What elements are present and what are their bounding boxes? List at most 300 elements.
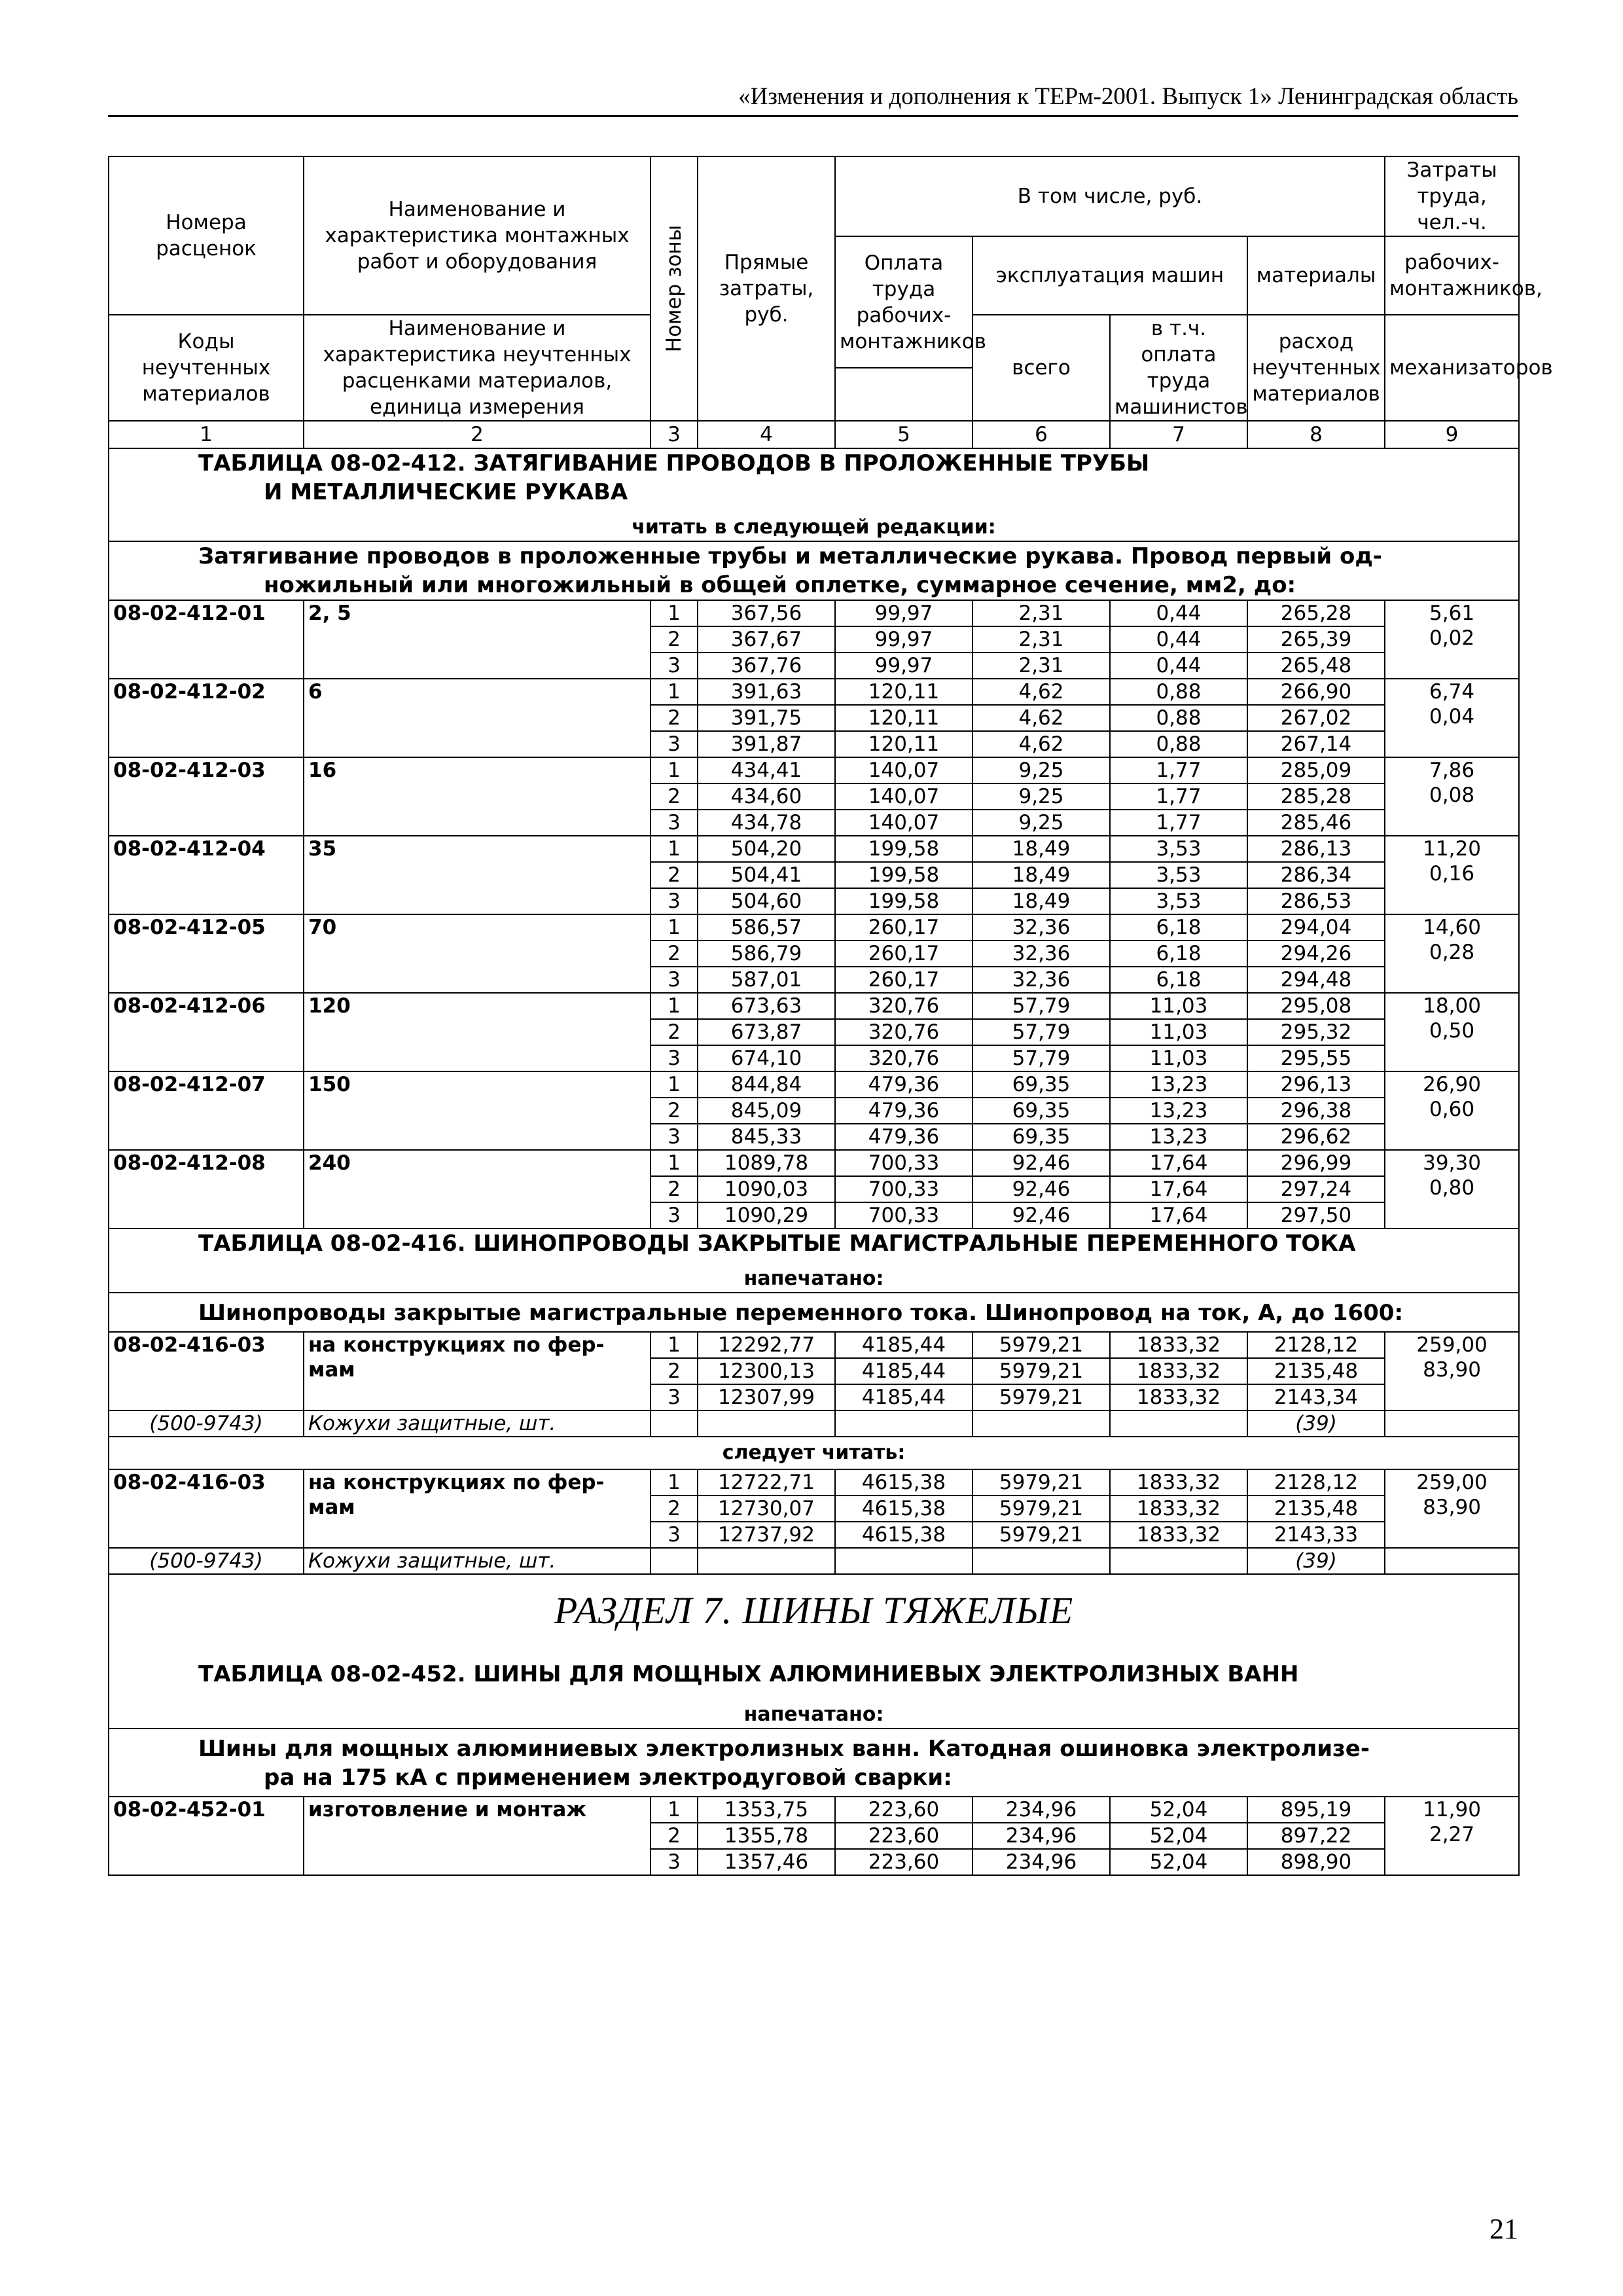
- labor-mechanics-value: 83,90: [1423, 1358, 1481, 1382]
- zone-cell: 3: [651, 888, 698, 914]
- machinist-pay-cell: 6,18: [1110, 967, 1247, 993]
- direct-cost-cell: 1090,29: [698, 1202, 835, 1229]
- table-row: [109, 1150, 1519, 1176]
- rate-name-cell: 70: [304, 914, 651, 993]
- header-worker-pay: Оплата труда рабочих-монтажников: [835, 236, 972, 368]
- direct-cost-cell: 391,63: [698, 679, 835, 705]
- machinist-pay-cell: 0,44: [1110, 600, 1247, 626]
- direct-cost-cell: 1089,78: [698, 1150, 835, 1176]
- machinist-pay-cell: 0,44: [1110, 653, 1247, 679]
- rate-name-cell: 120: [304, 993, 651, 1071]
- machinist-pay-cell: 17,64: [1110, 1176, 1247, 1202]
- rate-name-cell: 6: [304, 679, 651, 757]
- labor-cost-cell: [1385, 1469, 1519, 1548]
- column-number: 6: [972, 421, 1110, 448]
- zone-cell: 2: [651, 705, 698, 731]
- empty-cell: [651, 1548, 698, 1574]
- empty-cell: [698, 1410, 835, 1437]
- zone-cell: 2: [651, 1098, 698, 1124]
- column-number: 2: [304, 421, 651, 448]
- machinist-pay-cell: 1,77: [1110, 783, 1247, 810]
- table-416-printed-rows: [109, 1332, 1519, 1437]
- worker-pay-cell: 479,36: [835, 1098, 972, 1124]
- machinist-pay-cell: 3,53: [1110, 862, 1247, 888]
- labor-cost-cell: [1385, 1797, 1519, 1875]
- column-number: 7: [1110, 421, 1247, 448]
- worker-pay-cell: 99,97: [835, 600, 972, 626]
- machinist-pay-cell: 1,77: [1110, 757, 1247, 783]
- worker-pay-cell: 140,07: [835, 783, 972, 810]
- rate-code-cell: 08-02-412-08: [109, 1150, 304, 1229]
- header-labor-costs: Затраты труда, чел.-ч.: [1385, 156, 1519, 236]
- header-labor-mechanics: механизаторов: [1385, 315, 1519, 421]
- table-row: [109, 914, 1519, 941]
- direct-cost-cell: 367,56: [698, 600, 835, 626]
- machinist-pay-cell: 52,04: [1110, 1823, 1247, 1849]
- materials-cell: 267,02: [1247, 705, 1385, 731]
- worker-pay-cell: 223,60: [835, 1797, 972, 1823]
- materials-cell: 285,09: [1247, 757, 1385, 783]
- zone-cell: 3: [651, 810, 698, 836]
- direct-cost-cell: 587,01: [698, 967, 835, 993]
- materials-cell: 2135,48: [1247, 1496, 1385, 1522]
- materials-cell: 296,38: [1247, 1098, 1385, 1124]
- labor-installers-value: 7,86: [1429, 759, 1475, 782]
- table-header: [109, 156, 1553, 448]
- labor-cost-cell: [1385, 600, 1519, 679]
- zone-cell: 3: [651, 1124, 698, 1150]
- machinist-pay-cell: 1833,32: [1110, 1496, 1247, 1522]
- machine-total-cell: 92,46: [972, 1150, 1110, 1176]
- zone-cell: 3: [651, 1045, 698, 1071]
- machine-total-cell: 18,49: [972, 836, 1110, 862]
- table-row: [109, 600, 1519, 626]
- rate-name-cell: 240: [304, 1150, 651, 1229]
- header-zone-number-text: Номер зоны: [662, 224, 686, 353]
- table-412-title-line1: ТАБЛИЦА 08-02-412. ЗАТЯГИВАНИЕ ПРОВОДОВ В ПРОЛОЖЕННЫЕ ТРУБЫ: [198, 450, 1150, 476]
- table-row: [109, 1332, 1519, 1358]
- worker-pay-cell: 260,17: [835, 941, 972, 967]
- materials-cell: 266,90: [1247, 679, 1385, 705]
- worker-pay-cell: 223,60: [835, 1849, 972, 1875]
- table-412-note: читать в следующей редакции:: [632, 516, 996, 539]
- materials-cell: 295,08: [1247, 993, 1385, 1019]
- rate-code-cell: 08-02-412-01: [109, 600, 304, 679]
- worker-pay-cell: 700,33: [835, 1202, 972, 1229]
- machinist-pay-cell: 1833,32: [1110, 1358, 1247, 1384]
- section-7: [109, 1574, 1519, 1797]
- table-row: [109, 1071, 1519, 1098]
- labor-mechanics-value: 0,08: [1429, 783, 1475, 807]
- rate-name-cell: [304, 1469, 651, 1548]
- table-416-subtitle: Шинопроводы закрытые магистральные переменного тока. Шинопровод на ток, А, до 1600:: [198, 1300, 1404, 1326]
- worker-pay-cell: 99,97: [835, 626, 972, 653]
- materials-cell: 2143,34: [1247, 1384, 1385, 1410]
- unaccounted-material-row: [109, 1548, 1519, 1574]
- direct-cost-cell: 673,63: [698, 993, 835, 1019]
- empty-cell: [651, 1410, 698, 1437]
- direct-cost-cell: 674,10: [698, 1045, 835, 1071]
- table-row: [109, 679, 1519, 705]
- empty-cell: [835, 1548, 972, 1574]
- empty-cell: [1110, 1410, 1247, 1437]
- direct-cost-cell: 12722,71: [698, 1469, 835, 1496]
- empty-cell: [1110, 1548, 1247, 1574]
- unaccounted-name-cell: Кожухи защитные, шт.: [304, 1410, 651, 1437]
- zone-cell: 1: [651, 757, 698, 783]
- machinist-pay-cell: 52,04: [1110, 1849, 1247, 1875]
- unaccounted-name-cell: Кожухи защитные, шт.: [304, 1548, 651, 1574]
- direct-cost-cell: 504,41: [698, 862, 835, 888]
- header-unaccounted-name: Наименование и характеристика неучтенных расценками материалов, единица измерения: [304, 315, 651, 421]
- empty-cell: [1385, 1410, 1519, 1437]
- materials-cell: 2143,33: [1247, 1522, 1385, 1548]
- empty-cell: [972, 1548, 1110, 1574]
- materials-cell: 895,19: [1247, 1797, 1385, 1823]
- labor-cost-cell: [1385, 757, 1519, 836]
- machine-total-cell: 4,62: [972, 731, 1110, 757]
- table-412-rows: [109, 600, 1519, 1229]
- machine-total-cell: 9,25: [972, 757, 1110, 783]
- machinist-pay-cell: 6,18: [1110, 914, 1247, 941]
- labor-installers-value: 259,00: [1416, 1333, 1488, 1357]
- machine-total-cell: 4,62: [972, 705, 1110, 731]
- table-452-subtitle-line1: Шины для мощных алюминиевых электролизных ванн. Катодная ошиновка электролизе-: [198, 1736, 1370, 1762]
- labor-mechanics-value: 0,02: [1429, 626, 1475, 650]
- machinist-pay-cell: 17,64: [1110, 1150, 1247, 1176]
- machinist-pay-cell: 11,03: [1110, 1045, 1247, 1071]
- zone-cell: 2: [651, 862, 698, 888]
- machine-total-cell: 4,62: [972, 679, 1110, 705]
- machine-total-cell: 18,49: [972, 888, 1110, 914]
- worker-pay-cell: 199,58: [835, 862, 972, 888]
- labor-installers-value: 11,20: [1423, 837, 1481, 861]
- table-row: [109, 1469, 1519, 1496]
- machinist-pay-cell: 3,53: [1110, 888, 1247, 914]
- materials-cell: 285,28: [1247, 783, 1385, 810]
- table-412-subtitle: [113, 542, 1514, 600]
- empty-cell: [835, 1410, 972, 1437]
- table-412-title-cell: [109, 448, 1519, 541]
- labor-mechanics-value: 0,28: [1429, 941, 1475, 964]
- machinist-pay-cell: 1833,32: [1110, 1522, 1247, 1548]
- materials-cell: 285,46: [1247, 810, 1385, 836]
- table-452-subtitle: [113, 1734, 1514, 1792]
- rate-code-cell: 08-02-412-07: [109, 1071, 304, 1150]
- direct-cost-cell: 504,20: [698, 836, 835, 862]
- table-412: [109, 448, 1519, 600]
- unaccounted-qty-cell: (39): [1247, 1548, 1385, 1574]
- labor-mechanics-value: 0,16: [1429, 862, 1475, 886]
- zone-cell: 2: [651, 1019, 698, 1045]
- labor-installers-value: 39,30: [1423, 1151, 1481, 1175]
- materials-cell: 286,34: [1247, 862, 1385, 888]
- materials-cell: 267,14: [1247, 731, 1385, 757]
- labor-cost-cell: [1385, 679, 1519, 757]
- machinist-pay-cell: 6,18: [1110, 941, 1247, 967]
- zone-cell: 1: [651, 1150, 698, 1176]
- materials-cell: 2128,12: [1247, 1469, 1385, 1496]
- worker-pay-cell: 120,11: [835, 679, 972, 705]
- materials-cell: 265,28: [1247, 600, 1385, 626]
- machine-total-cell: 57,79: [972, 993, 1110, 1019]
- table-412-title-line2: И МЕТАЛЛИЧЕСКИЕ РУКАВА: [264, 479, 628, 505]
- materials-cell: 294,26: [1247, 941, 1385, 967]
- zone-cell: 2: [651, 626, 698, 653]
- machinist-pay-cell: 1833,32: [1110, 1384, 1247, 1410]
- machine-total-cell: 57,79: [972, 1045, 1110, 1071]
- rate-name-line2: мам: [308, 1358, 355, 1382]
- running-header: «Изменения и дополнения к ТЕРм-2001. Выпуск 1» Ленинградская область: [738, 83, 1518, 110]
- worker-pay-cell: 320,76: [835, 1019, 972, 1045]
- machinist-pay-cell: 1833,32: [1110, 1469, 1247, 1496]
- table-row: [109, 1797, 1519, 1823]
- machine-total-cell: 69,35: [972, 1098, 1110, 1124]
- unaccounted-code-cell: (500-9743): [109, 1548, 304, 1574]
- header-machine-total: всего: [972, 315, 1110, 421]
- machine-total-cell: 92,46: [972, 1176, 1110, 1202]
- direct-cost-cell: 12737,92: [698, 1522, 835, 1548]
- machine-total-cell: 5979,21: [972, 1469, 1110, 1496]
- materials-cell: 265,48: [1247, 653, 1385, 679]
- materials-cell: 297,24: [1247, 1176, 1385, 1202]
- machinist-pay-cell: 17,64: [1110, 1202, 1247, 1229]
- worker-pay-cell: 199,58: [835, 836, 972, 862]
- worker-pay-cell: 4185,44: [835, 1332, 972, 1358]
- materials-cell: 265,39: [1247, 626, 1385, 653]
- worker-pay-cell: 479,36: [835, 1071, 972, 1098]
- table-452-rows: [109, 1797, 1519, 1875]
- machine-total-cell: 2,31: [972, 600, 1110, 626]
- worker-pay-cell: 320,76: [835, 993, 972, 1019]
- rate-name-line1: на конструкциях по фер-: [308, 1471, 605, 1494]
- rate-name-line1: на конструкциях по фер-: [308, 1333, 605, 1357]
- page-number: 21: [1489, 2213, 1518, 2245]
- rate-code-cell: 08-02-412-02: [109, 679, 304, 757]
- zone-cell: 2: [651, 1358, 698, 1384]
- worker-pay-cell: 4615,38: [835, 1522, 972, 1548]
- table-452-subtitle-line2: ра на 175 кА с применением электродуговой сварки:: [264, 1765, 952, 1791]
- table-416-note-should-read: следует читать:: [722, 1441, 906, 1464]
- header-labor-installers: рабочих-монтажников,: [1385, 236, 1519, 315]
- materials-cell: 297,50: [1247, 1202, 1385, 1229]
- rates-table: [108, 156, 1553, 1876]
- direct-cost-cell: 12307,99: [698, 1384, 835, 1410]
- labor-installers-value: 6,74: [1429, 680, 1475, 704]
- worker-pay-cell: 260,17: [835, 914, 972, 941]
- machine-total-cell: 234,96: [972, 1797, 1110, 1823]
- table-452-note: напечатано:: [743, 1703, 884, 1726]
- worker-pay-cell: 199,58: [835, 888, 972, 914]
- zone-cell: 1: [651, 1797, 698, 1823]
- rate-name-cell: 35: [304, 836, 651, 914]
- zone-cell: 3: [651, 653, 698, 679]
- machinist-pay-cell: 0,44: [1110, 626, 1247, 653]
- direct-cost-cell: 434,60: [698, 783, 835, 810]
- materials-cell: 296,62: [1247, 1124, 1385, 1150]
- table-452-subtitle-cell: [109, 1729, 1519, 1797]
- machine-total-cell: 9,25: [972, 783, 1110, 810]
- labor-installers-value: 259,00: [1416, 1471, 1488, 1494]
- machinist-pay-cell: 1833,32: [1110, 1332, 1247, 1358]
- table-412-title: [113, 449, 1514, 507]
- machine-total-cell: 5979,21: [972, 1384, 1110, 1410]
- worker-pay-cell: 223,60: [835, 1823, 972, 1849]
- rate-code-cell: 08-02-412-05: [109, 914, 304, 993]
- zone-cell: 2: [651, 941, 698, 967]
- direct-cost-cell: 845,09: [698, 1098, 835, 1124]
- column-number: 8: [1247, 421, 1385, 448]
- zone-cell: 1: [651, 993, 698, 1019]
- materials-cell: 294,04: [1247, 914, 1385, 941]
- labor-cost-cell: [1385, 1332, 1519, 1410]
- machine-total-cell: 9,25: [972, 810, 1110, 836]
- header-zone-number: [651, 156, 698, 421]
- zone-cell: 1: [651, 679, 698, 705]
- header-machinist-pay: в т.ч. оплата труда машинистов: [1110, 315, 1247, 421]
- direct-cost-cell: 367,76: [698, 653, 835, 679]
- materials-cell: 296,13: [1247, 1071, 1385, 1098]
- machine-total-cell: 5979,21: [972, 1496, 1110, 1522]
- direct-cost-cell: 504,60: [698, 888, 835, 914]
- direct-cost-cell: 391,87: [698, 731, 835, 757]
- direct-cost-cell: 1090,03: [698, 1176, 835, 1202]
- table-row: [109, 993, 1519, 1019]
- materials-cell: 2128,12: [1247, 1332, 1385, 1358]
- materials-cell: 286,53: [1247, 888, 1385, 914]
- direct-cost-cell: 367,67: [698, 626, 835, 653]
- rate-code-cell: 08-02-412-03: [109, 757, 304, 836]
- worker-pay-cell: 4185,44: [835, 1384, 972, 1410]
- materials-cell: 295,55: [1247, 1045, 1385, 1071]
- zone-cell: 1: [651, 600, 698, 626]
- machinist-pay-cell: 13,23: [1110, 1071, 1247, 1098]
- machine-total-cell: 2,31: [972, 626, 1110, 653]
- header-rule: [108, 115, 1518, 117]
- machine-total-cell: 32,36: [972, 914, 1110, 941]
- zone-cell: 1: [651, 1332, 698, 1358]
- labor-mechanics-value: 2,27: [1429, 1823, 1475, 1846]
- materials-cell: 2135,48: [1247, 1358, 1385, 1384]
- direct-cost-cell: 673,87: [698, 1019, 835, 1045]
- worker-pay-cell: 4615,38: [835, 1496, 972, 1522]
- empty-cell: [1385, 1548, 1519, 1574]
- header-direct-costs: Прямые затраты, руб.: [698, 156, 835, 421]
- zone-cell: 3: [651, 967, 698, 993]
- column-number: 5: [835, 421, 972, 448]
- direct-cost-cell: 12292,77: [698, 1332, 835, 1358]
- machine-total-cell: 32,36: [972, 941, 1110, 967]
- labor-installers-value: 5,61: [1429, 601, 1475, 625]
- worker-pay-cell: 4185,44: [835, 1358, 972, 1384]
- direct-cost-cell: 434,41: [698, 757, 835, 783]
- rate-code-cell: 08-02-412-04: [109, 836, 304, 914]
- machine-total-cell: 5979,21: [972, 1358, 1110, 1384]
- materials-cell: 296,99: [1247, 1150, 1385, 1176]
- zone-cell: 2: [651, 1496, 698, 1522]
- machinist-pay-cell: 3,53: [1110, 836, 1247, 862]
- machinist-pay-cell: 0,88: [1110, 679, 1247, 705]
- rate-name-cell: [304, 1332, 651, 1410]
- table-row: [109, 757, 1519, 783]
- direct-cost-cell: 844,84: [698, 1071, 835, 1098]
- machine-total-cell: 18,49: [972, 862, 1110, 888]
- machinist-pay-cell: 1,77: [1110, 810, 1247, 836]
- machinist-pay-cell: 11,03: [1110, 993, 1247, 1019]
- labor-mechanics-value: 0,50: [1429, 1019, 1475, 1043]
- worker-pay-cell: 700,33: [835, 1176, 972, 1202]
- zone-cell: 2: [651, 783, 698, 810]
- rate-name-cell: изготовление и монтаж: [304, 1797, 651, 1875]
- table-412-subtitle-line2: ножильный или многожильный в общей оплетке, суммарное сечение, мм2, до:: [264, 572, 1296, 598]
- worker-pay-cell: 140,07: [835, 810, 972, 836]
- direct-cost-cell: 391,75: [698, 705, 835, 731]
- rate-name-cell: 16: [304, 757, 651, 836]
- direct-cost-cell: 586,57: [698, 914, 835, 941]
- column-number: 9: [1385, 421, 1519, 448]
- labor-cost-cell: [1385, 836, 1519, 914]
- header-unaccounted-codes: Коды неучтенных материалов: [109, 315, 304, 421]
- table-416-title: ТАБЛИЦА 08-02-416. ШИНОПРОВОДЫ ЗАКРЫТЫЕ МАГИСТРАЛЬНЫЕ ПЕРЕМЕННОГО ТОКА: [198, 1230, 1356, 1257]
- direct-cost-cell: 845,33: [698, 1124, 835, 1150]
- header-rate-numbers: Номера расценок: [109, 156, 304, 315]
- materials-cell: 898,90: [1247, 1849, 1385, 1875]
- header-materials: материалы: [1247, 236, 1385, 315]
- zone-cell: 1: [651, 1469, 698, 1496]
- table-416-corrected-rows: [109, 1469, 1519, 1574]
- rate-code-cell: 08-02-416-03: [109, 1469, 304, 1548]
- unaccounted-material-row: [109, 1410, 1519, 1437]
- labor-installers-value: 14,60: [1423, 916, 1481, 939]
- zone-cell: 1: [651, 1071, 698, 1098]
- table-416-title-cell: [109, 1229, 1519, 1293]
- zone-cell: 3: [651, 1849, 698, 1875]
- zone-cell: 1: [651, 914, 698, 941]
- worker-pay-cell: 99,97: [835, 653, 972, 679]
- column-number: 4: [698, 421, 835, 448]
- machinist-pay-cell: 0,88: [1110, 731, 1247, 757]
- zone-cell: 3: [651, 1202, 698, 1229]
- machinist-pay-cell: 52,04: [1110, 1797, 1247, 1823]
- labor-cost-cell: [1385, 914, 1519, 993]
- table-412-subtitle-line1: Затягивание проводов в проложенные трубы и металлические рукава. Провод первый од-: [198, 543, 1382, 569]
- worker-pay-cell: 479,36: [835, 1124, 972, 1150]
- unaccounted-qty-cell: (39): [1247, 1410, 1385, 1437]
- section-7-cell: [109, 1574, 1519, 1729]
- zone-cell: 3: [651, 1384, 698, 1410]
- labor-mechanics-value: 0,04: [1429, 705, 1475, 728]
- rate-code-cell: 08-02-412-06: [109, 993, 304, 1071]
- header-unaccounted-materials: расход неучтенных материалов: [1247, 315, 1385, 421]
- materials-cell: 294,48: [1247, 967, 1385, 993]
- machine-total-cell: 234,96: [972, 1823, 1110, 1849]
- rate-name-cell: 2, 5: [304, 600, 651, 679]
- worker-pay-cell: 120,11: [835, 705, 972, 731]
- table-row: [109, 836, 1519, 862]
- materials-cell: 295,32: [1247, 1019, 1385, 1045]
- zone-cell: 2: [651, 1823, 698, 1849]
- worker-pay-cell: 140,07: [835, 757, 972, 783]
- labor-mechanics-value: 83,90: [1423, 1496, 1481, 1519]
- zone-cell: 1: [651, 836, 698, 862]
- direct-cost-cell: 586,79: [698, 941, 835, 967]
- direct-cost-cell: 434,78: [698, 810, 835, 836]
- machine-total-cell: 234,96: [972, 1849, 1110, 1875]
- labor-mechanics-value: 0,60: [1429, 1098, 1475, 1121]
- unaccounted-code-cell: (500-9743): [109, 1410, 304, 1437]
- machinist-pay-cell: 11,03: [1110, 1019, 1247, 1045]
- column-number: 3: [651, 421, 698, 448]
